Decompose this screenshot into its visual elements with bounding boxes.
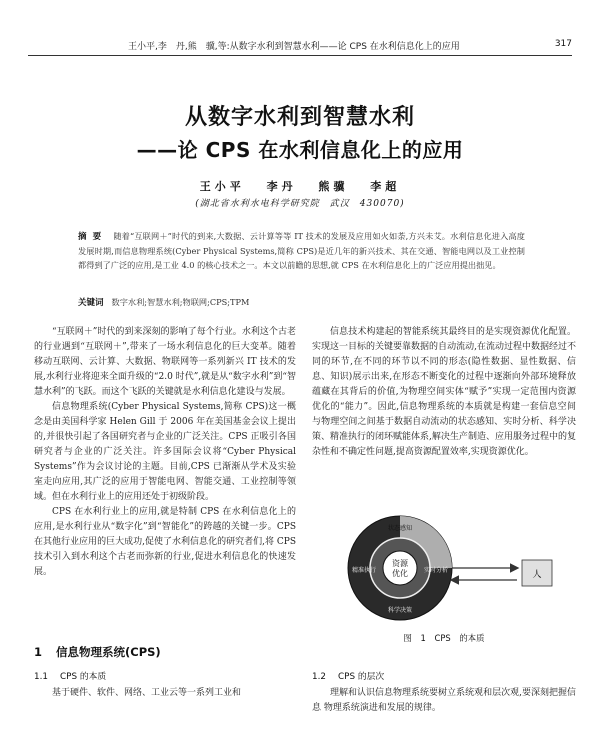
subsection-title: CPS 的本质 bbox=[60, 672, 107, 682]
figure-caption-number: 图 1 bbox=[403, 633, 426, 643]
running-title: 王小平,李 丹,熊 骥,等:从数字水利到智慧水利——论 CPS 在水利信息化上的应用 bbox=[128, 42, 460, 52]
page-number: 317 bbox=[554, 39, 572, 49]
ring-label: 实时分析 bbox=[423, 567, 449, 574]
running-head bbox=[28, 38, 572, 56]
paragraph: CPS 在水利行业上的应用,就是特制 CPS 在水利信息化上的应用,是水利行业从“数字化”到“智能化”的跨越的关键一步。CPS 在其他行业应用的巨大成功,促使了水利信息化的研究者们,将 CPS 技术引入到水利这个古老而弥新的行业,促进水利信息化的快速发展。 bbox=[34, 507, 296, 577]
section-heading bbox=[34, 644, 161, 660]
paragraph: 基于硬件、软件、网络、工业云等一系列工业和 bbox=[52, 688, 242, 698]
arrow-label: 人 bbox=[532, 570, 542, 580]
subsection-heading bbox=[34, 669, 106, 682]
affiliation: (湖北省水利水电科学研究院 武汉 430070) bbox=[195, 199, 405, 209]
center-circle bbox=[383, 551, 417, 585]
paper-title: 从数字水利到智慧水利 bbox=[184, 105, 415, 130]
paragraph: “互联网＋”时代的到来深刻的影响了每个行业。水利这个古老的行业遇到“互联网＋”,带来了一场水利信息化的巨大变革。随着移动互联网、云计算、大数据、物联网等一系列新兴 IT 技术的发展,水利行业将迎来全面升级的“2.0 时代”,就是从“数字水利”到“智慧水利”的飞跃。而这个飞跃的关键就是水利信息化建设与发展。 bbox=[34, 327, 296, 397]
right-column bbox=[312, 325, 576, 460]
left-column bbox=[34, 325, 296, 580]
paragraph: 信息技术构建起的智能系统其最终目的是实现资源优化配置。实现这一目标的关键要靠数据的自动流动,在流动过程中数据经过不同的环节,在不同的环节以不同的形态(隐性数据、显性数据、信息、知识)展示出来,在形态不断变化的过程中逐渐向外部环境释放蕴藏在其背后的价值,为物理空间实体“赋予”实现一定范围内资源优化的“能力”。因此,信息物理系统的本质就是构建一套信息空间与物理空间之间基于数据自动流动的状态感知、实时分析、科学决策、精准执行的闭环赋能体系,解决生产制造、应用服务过程中的复杂性和不确定性问题,提高资源配置效率,实现资源优化。 bbox=[312, 327, 576, 457]
ring-label: 精准执行 bbox=[351, 567, 377, 574]
keywords bbox=[78, 296, 525, 308]
keywords-text: 数字水利;智慧水利;物联网;CPS;TPM bbox=[111, 297, 250, 307]
section-title: 信息物理系统(CPS) bbox=[56, 645, 161, 659]
figure-caption bbox=[312, 632, 576, 644]
ring-label: 状态感知 bbox=[387, 525, 413, 532]
paragraph: 理解和认识信息物理系统要树立系统观和层次观,要深刻把握信息 物理系统演进和发展的规律。 bbox=[312, 688, 576, 713]
keywords-label: 关键词 bbox=[78, 298, 104, 308]
abstract-text: 随着“互联网＋”时代的到来,大数据、云计算等等 IT 技术的发展及应用如火如荼,方兴未艾。水利信息化进入高度发展时期,而信息物理系统(Cyber Physical Systems,简称 CPS)是近几年的新兴技术、其在交通、智能电网以及工业控制都得到了广泛的应用,是工业 4.0 的核心技术之一。本文以前瞻的思想,就 CPS 在水利信息化上的广泛应用提出拙见。 bbox=[78, 231, 525, 270]
subsection-number: 1.2 bbox=[312, 672, 326, 682]
subsection-title: CPS 的层次 bbox=[338, 672, 385, 682]
center-label-1: 资源 bbox=[392, 559, 408, 568]
authors: 王小平 李丹 熊骥 李超 bbox=[199, 180, 401, 193]
ring-label: 科学决策 bbox=[387, 607, 413, 614]
figure-caption-text: CPS 的本质 bbox=[434, 633, 485, 643]
cps-diagram bbox=[312, 510, 576, 626]
paragraph: 信息物理系统(Cyber Physical Systems,简称 CPS)这一概念是由美国科学家 Helen Gill 于 2006 年在美国基金会议上提出的,并很快引起了各国研究者与企业的广泛关注。CPS 正吸引各国研究者与企业的广泛关注。许多国际会议将“Cyber Physical Systems”作为会议讨论的主题。目前,CPS 已渐渐从学术及实验室走向应用,其广泛的应用于智能电网、智能交通、工业控制等领域。但在水利行业上的应用还处于初级阶段。 bbox=[34, 402, 296, 502]
center-label-2: 优化 bbox=[392, 569, 408, 578]
figure-cps-essence bbox=[312, 510, 576, 626]
section-number: 1 bbox=[34, 645, 43, 659]
abstract-label: 摘要 bbox=[78, 232, 108, 242]
abstract bbox=[78, 229, 525, 272]
subsection-number: 1.1 bbox=[34, 672, 48, 682]
paper-subtitle: ——论 CPS 在水利信息化上的应用 bbox=[136, 138, 464, 162]
subsection-heading bbox=[312, 669, 384, 682]
